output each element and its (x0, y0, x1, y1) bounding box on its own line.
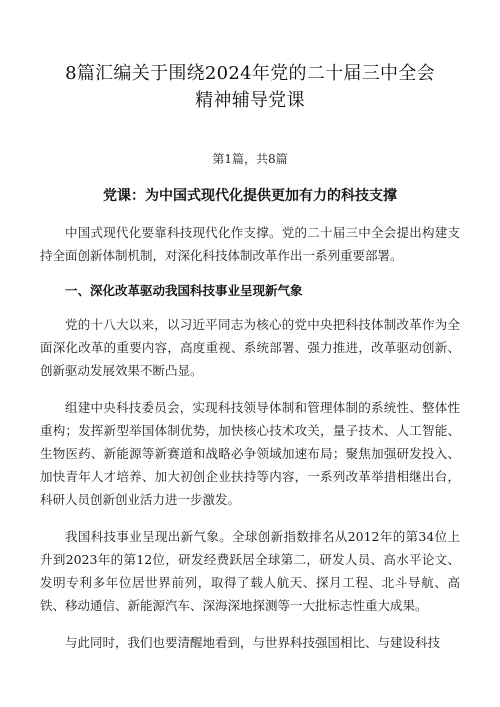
intro-paragraph: 中国式现代化要靠科技现代化作支撑。党的二十届三中全会提出构建支持全面创新体制机制，对深化科技体制改革作出一系列重要部署。 (40, 225, 460, 263)
body-paragraph: 我国科技事业呈现出新气象。全球创新指数排名从2012年的第34位上升到2023年的第12位，研发经费跃居全球第二，研发人员、高水平论文、发明专利多年位居世界前列，取得了载人航天、探月工程、北斗导航、高铁、移动通信、新能源汽车、深海深地探测等一大批标志性重大成果。 (40, 529, 460, 613)
body-paragraph: 党的十八大以来，以习近平同志为核心的党中央把科技体制改革作为全面深化改革的重要内容，高度重视、系统部署、强力推进，改革驱动创新、创新驱动发展效果不断凸显。 (40, 317, 460, 378)
document-title: 8篇汇编关于围绕2024年党的二十届三中全会精神辅导党课 (65, 63, 435, 111)
part-indicator: 第1篇，共8篇 (212, 152, 288, 166)
body-paragraph: 与此同时，我们也要清醒地看到，与世界科技强国相比、与建设科技 (65, 635, 441, 650)
subheading: 一、深化改革驱动我国科技事业呈现新气象 (65, 283, 303, 298)
body-paragraph: 组建中央科技委员会，实现科技领导体制和管理体制的系统性、整体性重构；发挥新型举国体制优势，加快核心技术攻关，量子技术、人工智能、生物医药、新能源等新赛道和战略必争领域加速布局；聚焦加强研发投入、加快青年人才培养、加大初创企业扶持等内容，一系列改革举措相继出台，科研人员创新创业活力进一步激发。 (40, 400, 460, 507)
section-title: 党课：为中国式现代化提供更加有力的科技支撑 (103, 188, 397, 204)
